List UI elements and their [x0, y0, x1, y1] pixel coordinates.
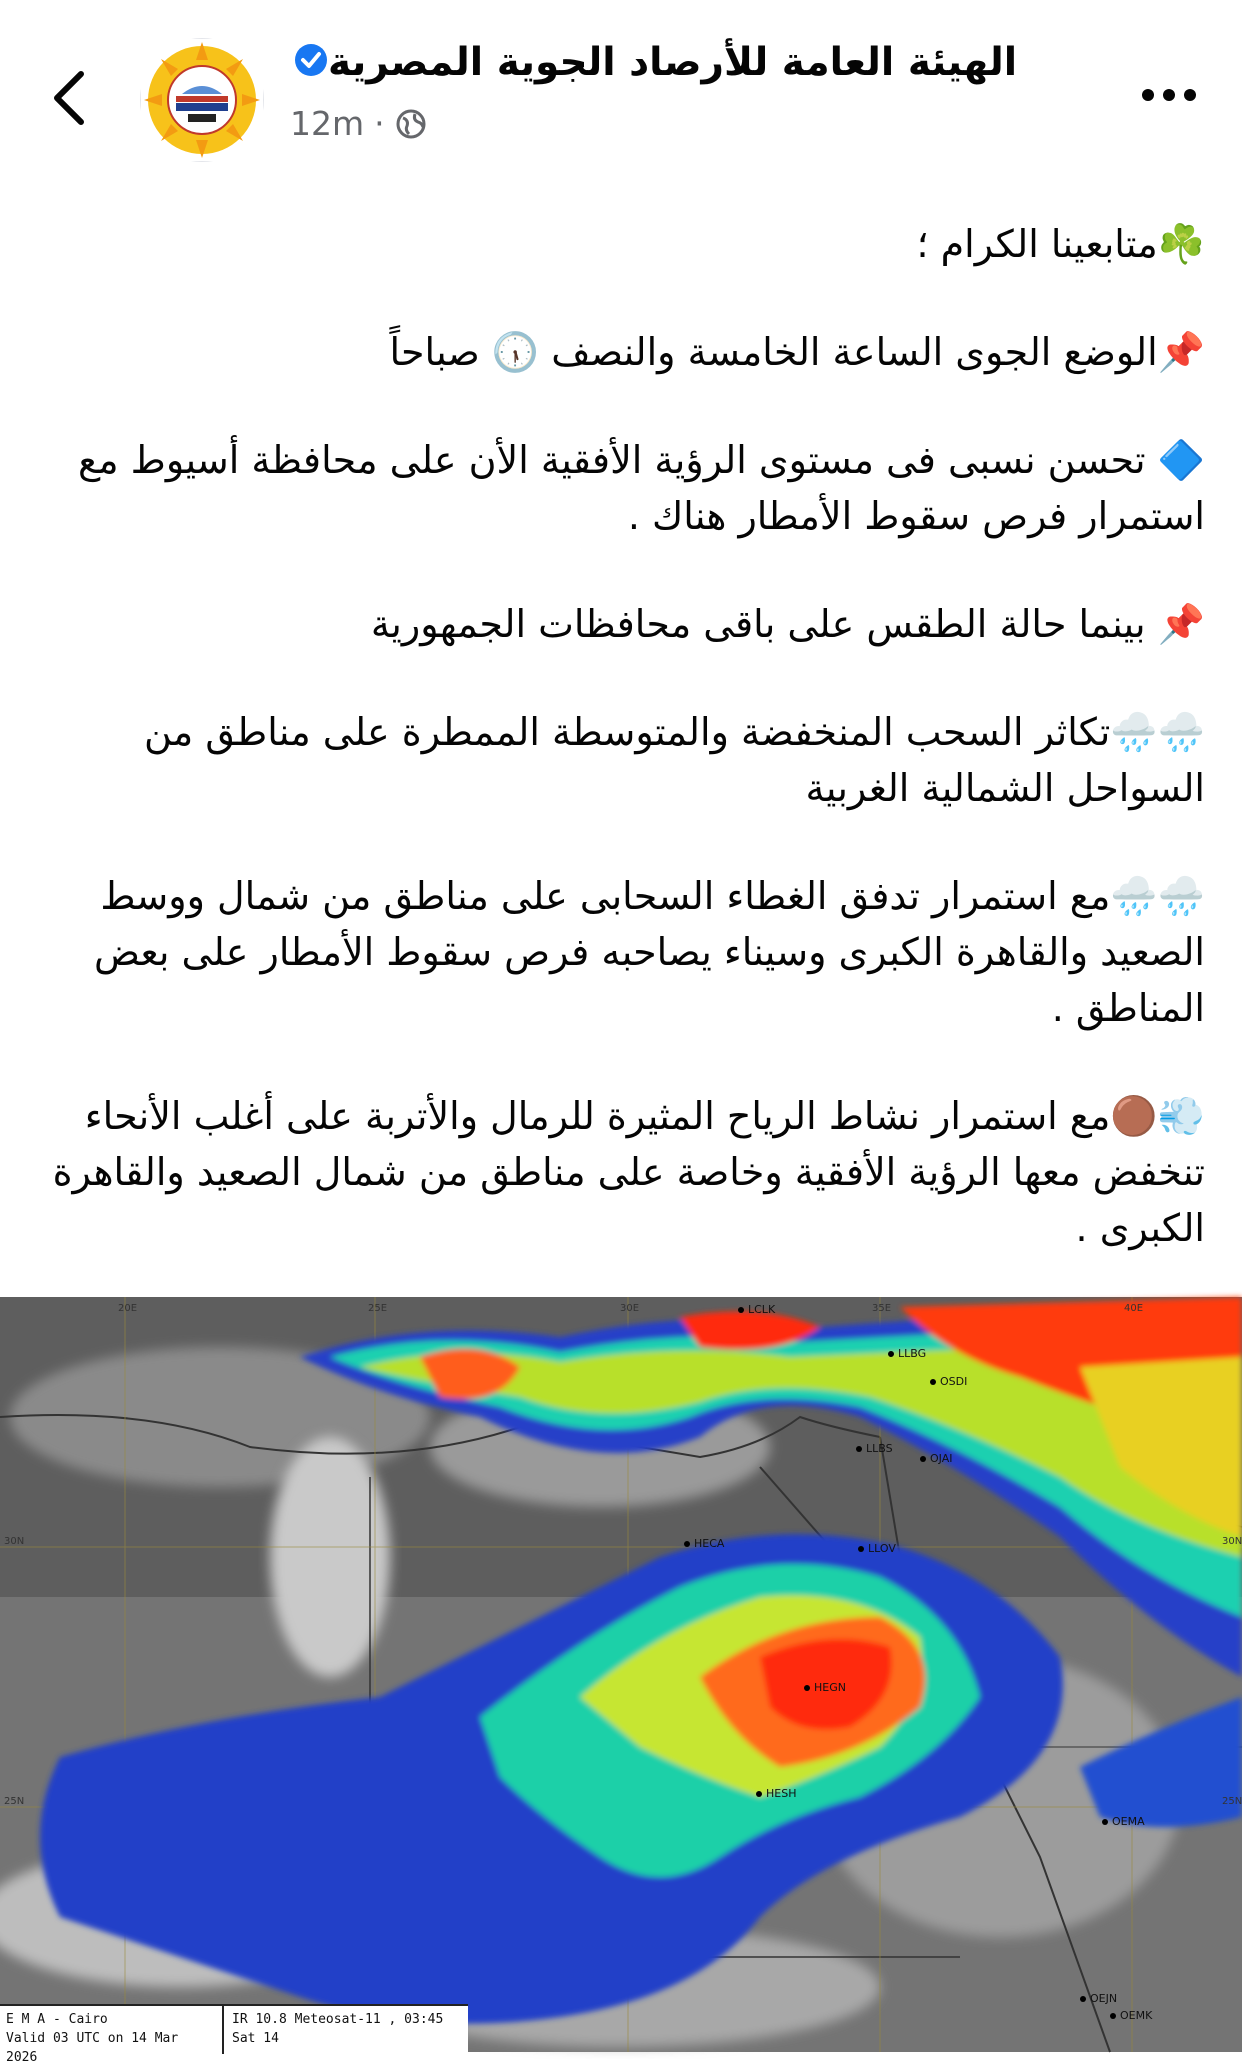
svg-text:25N: 25N — [1222, 1796, 1242, 1807]
station-label: HEGN — [804, 1681, 846, 1694]
post-paragraph: 💨🟤مع استمرار نشاط الرياح المثيرة للرمال والأتربة على أغلب الأنحاء تنخفض معها الرؤية الأفقية وخاصة على مناطق من شمال الصعيد والقاهرة الكبرى . — [52, 1094, 1205, 1250]
station-label: OEMA — [1102, 1815, 1145, 1828]
svg-text:30E: 30E — [620, 1303, 640, 1314]
page-avatar[interactable] — [140, 38, 264, 162]
svg-text:25E: 25E — [368, 1303, 388, 1314]
svg-text:40E: 40E — [1124, 1303, 1144, 1314]
svg-text:35E: 35E — [872, 1303, 892, 1314]
svg-text:20E: 20E — [118, 1303, 138, 1314]
post-paragraph: ☘️متابعينا الكرام ؛ — [916, 222, 1205, 266]
post-paragraph: 🌧️🌧️مع استمرار تدفق الغطاء السحابى على مناطق من شمال ووسط الصعيد والقاهرة الكبرى وسيناء يصاحبه فرص سقوط الأمطار على بعض المناطق . — [93, 874, 1205, 1030]
post-paragraph: 📌الوضع الجوى الساعة الخامسة والنصف 🕠 صباحاً — [389, 330, 1205, 374]
station-label: OEMK — [1110, 2009, 1152, 2022]
svg-text:30N: 30N — [4, 1536, 25, 1547]
caption-sensor: IR 10.8 Meteosat-11 , 03:45 Sat 14 — [232, 2012, 444, 2046]
caption-left — [0, 2006, 224, 2065]
station-label: LCLK — [738, 1303, 775, 1316]
back-button[interactable] — [38, 58, 98, 138]
satellite-caption — [0, 2004, 468, 2065]
verified-badge-icon — [294, 42, 328, 87]
caption-valid-time: Valid 03 UTC on 14 Mar 2026 — [6, 2031, 179, 2065]
page-name[interactable] — [288, 40, 1068, 87]
satellite-image[interactable] — [0, 1297, 1242, 2065]
post-meta — [290, 104, 427, 143]
station-label: LLBG — [888, 1347, 926, 1360]
station-label: OEJN — [1080, 1992, 1117, 2005]
post-paragraph: 🔷 تحسن نسبى فى مستوى الرؤية الأفقية الأن على محافظة أسيوط مع استمرار فرص سقوط الأمطار هناك . — [78, 438, 1205, 538]
meta-separator: · — [374, 104, 385, 143]
station-label: OSDI — [930, 1375, 967, 1388]
chevron-left-icon — [51, 70, 85, 126]
post-paragraph: 📌 بينما حالة الطقس على باقى محافظات الجمهورية — [370, 602, 1205, 646]
more-dots-icon — [1134, 70, 1204, 120]
station-label: OJAI — [920, 1452, 952, 1465]
station-label: LLBS — [856, 1442, 893, 1455]
post-header — [0, 0, 1242, 200]
station-label: HESH — [756, 1787, 796, 1800]
post-paragraph: 🌧️🌧️تكاثر السحب المنخفضة والمتوسطة الممطرة على مناطق من السواحل الشمالية الغربية — [144, 710, 1205, 810]
station-label: HECA — [684, 1537, 724, 1550]
caption-agency: E M A - Cairo — [6, 2012, 108, 2027]
post-body — [30, 200, 1205, 1308]
ema-logo-icon — [141, 39, 263, 161]
more-options-button[interactable] — [1134, 70, 1204, 120]
page-name-text: الهيئة العامة للأرصاد الجوية المصرية — [328, 40, 1018, 85]
satellite-map-graphic — [0, 1297, 1242, 2052]
svg-text:25N: 25N — [4, 1796, 25, 1807]
station-label: LLOV — [858, 1542, 896, 1555]
post-time[interactable]: 12m — [290, 104, 365, 143]
svg-text:30N: 30N — [1222, 1536, 1242, 1547]
globe-icon — [395, 108, 427, 140]
caption-right — [224, 2006, 468, 2054]
